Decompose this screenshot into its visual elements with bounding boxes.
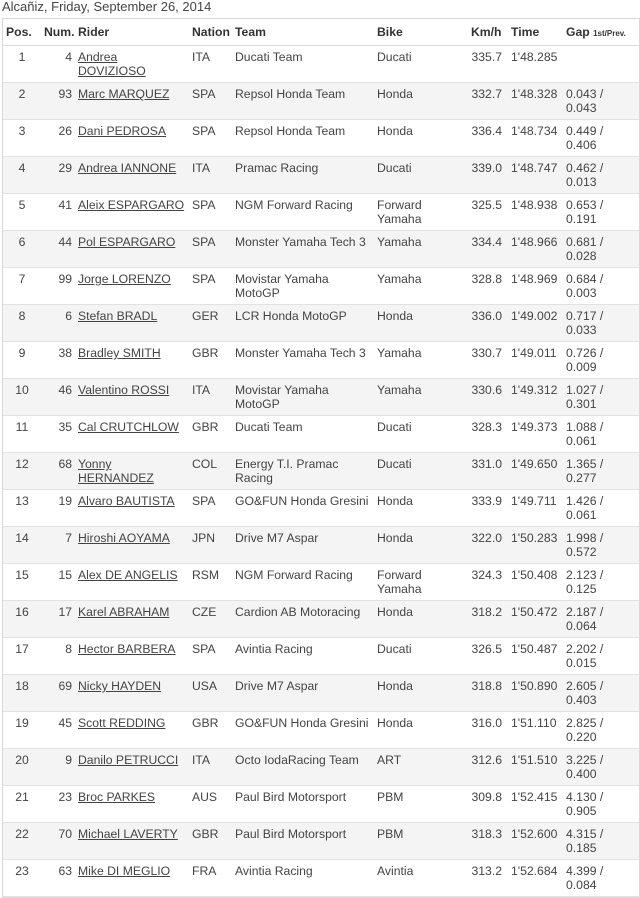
team-cell: Movistar Yamaha MotoGP	[232, 379, 374, 416]
time-cell: 1'49.312	[508, 379, 563, 416]
time-cell: 1'48.938	[508, 194, 563, 231]
team-cell: Pramac Racing	[232, 157, 374, 194]
rider-cell	[75, 823, 189, 860]
table-row	[3, 749, 639, 786]
team-cell: NGM Forward Racing	[232, 564, 374, 601]
header-gap	[563, 19, 639, 46]
number-cell: 69	[41, 675, 75, 712]
nation-cell: SPA	[189, 194, 232, 231]
header-nation: Nation	[189, 19, 232, 46]
gap-cell: 4.130 / 0.905	[563, 786, 639, 823]
time-cell: 1'48.966	[508, 231, 563, 268]
position-cell: 18	[3, 675, 41, 712]
rider-link[interactable]: Valentino ROSSI	[78, 383, 170, 397]
bike-cell: Yamaha	[374, 379, 468, 416]
nation-cell: RSM	[189, 564, 232, 601]
header-team: Team	[232, 19, 374, 46]
team-cell: Drive M7 Aspar	[232, 675, 374, 712]
number-cell: 6	[41, 305, 75, 342]
table-row	[3, 379, 639, 416]
time-cell: 1'50.890	[508, 675, 563, 712]
speed-cell: 309.8	[468, 786, 508, 823]
position-cell: 2	[3, 83, 41, 120]
position-cell: 16	[3, 601, 41, 638]
rider-cell	[75, 157, 189, 194]
gap-cell: 2.605 / 0.403	[563, 675, 639, 712]
gap-cell: 1.365 / 0.277	[563, 453, 639, 490]
position-cell: 10	[3, 379, 41, 416]
gap-cell: 0.726 / 0.009	[563, 342, 639, 379]
bike-cell: PBM	[374, 823, 468, 860]
rider-cell	[75, 527, 189, 564]
gap-cell: 1.426 / 0.061	[563, 490, 639, 527]
speed-cell: 330.7	[468, 342, 508, 379]
time-cell: 1'48.969	[508, 268, 563, 305]
gap-cell: 4.399 / 0.084	[563, 860, 639, 897]
table-row	[3, 342, 639, 379]
nation-cell: SPA	[189, 120, 232, 157]
number-cell: 26	[41, 120, 75, 157]
team-cell: Paul Bird Motorsport	[232, 823, 374, 860]
table-row	[3, 564, 639, 601]
time-cell: 1'49.002	[508, 305, 563, 342]
header-gap-sub: 1st/Prev.	[593, 29, 626, 38]
team-cell: GO&FUN Honda Gresini	[232, 490, 374, 527]
time-cell: 1'52.684	[508, 860, 563, 897]
gap-cell: 4.315 / 0.185	[563, 823, 639, 860]
speed-cell: 326.5	[468, 638, 508, 675]
rider-cell	[75, 490, 189, 527]
number-cell: 63	[41, 860, 75, 897]
rider-link[interactable]: Michael LAVERTY	[78, 827, 178, 841]
speed-cell: 318.3	[468, 823, 508, 860]
rider-cell	[75, 453, 189, 490]
rider-cell	[75, 46, 189, 83]
nation-cell: SPA	[189, 490, 232, 527]
table-row	[3, 305, 639, 342]
number-cell: 38	[41, 342, 75, 379]
nation-cell: GER	[189, 305, 232, 342]
time-cell: 1'48.328	[508, 83, 563, 120]
bike-cell: ART	[374, 749, 468, 786]
position-cell: 17	[3, 638, 41, 675]
bike-cell: Honda	[374, 601, 468, 638]
gap-cell: 1.998 / 0.572	[563, 527, 639, 564]
nation-cell: GBR	[189, 342, 232, 379]
nation-cell: ITA	[189, 46, 232, 83]
time-cell: 1'51.510	[508, 749, 563, 786]
rider-link[interactable]: Marc MARQUEZ	[78, 87, 170, 101]
rider-cell	[75, 601, 189, 638]
position-cell: 9	[3, 342, 41, 379]
bike-cell: Ducati	[374, 453, 468, 490]
rider-cell	[75, 786, 189, 823]
nation-cell: AUS	[189, 786, 232, 823]
gap-cell	[563, 46, 639, 83]
rider-link[interactable]: Nicky HAYDEN	[78, 679, 162, 693]
table-row	[3, 231, 639, 268]
nation-cell: COL	[189, 453, 232, 490]
speed-cell: 336.4	[468, 120, 508, 157]
position-cell: 15	[3, 564, 41, 601]
number-cell: 41	[41, 194, 75, 231]
table-row	[3, 120, 639, 157]
time-cell: 1'49.011	[508, 342, 563, 379]
rider-link[interactable]: Scott REDDING	[78, 716, 166, 730]
results-table-frame	[2, 18, 640, 898]
position-cell: 19	[3, 712, 41, 749]
header-pos: Pos.	[3, 19, 41, 46]
rider-link[interactable]: Dani PEDROSA	[78, 124, 167, 138]
number-cell: 45	[41, 712, 75, 749]
team-cell: Energy T.I. Pramac Racing	[232, 453, 374, 490]
rider-link[interactable]: Danilo PETRUCCI	[78, 753, 179, 767]
speed-cell: 313.2	[468, 860, 508, 897]
nation-cell: SPA	[189, 268, 232, 305]
gap-cell: 0.684 / 0.003	[563, 268, 639, 305]
position-cell: 14	[3, 527, 41, 564]
number-cell: 4	[41, 46, 75, 83]
bike-cell: Forward Yamaha	[374, 194, 468, 231]
bike-cell: Ducati	[374, 46, 468, 83]
nation-cell: GBR	[189, 823, 232, 860]
number-cell: 68	[41, 453, 75, 490]
speed-cell: 324.3	[468, 564, 508, 601]
team-cell: Movistar Yamaha MotoGP	[232, 268, 374, 305]
position-cell: 13	[3, 490, 41, 527]
gap-cell: 0.462 / 0.013	[563, 157, 639, 194]
team-cell: Avintia Racing	[232, 860, 374, 897]
number-cell: 70	[41, 823, 75, 860]
rider-link[interactable]: Aleix ESPARGARO	[78, 198, 185, 212]
bike-cell: Yamaha	[374, 342, 468, 379]
speed-cell: 316.0	[468, 712, 508, 749]
rider-cell	[75, 268, 189, 305]
table-row	[3, 823, 639, 860]
position-cell: 11	[3, 416, 41, 453]
speed-cell: 312.6	[468, 749, 508, 786]
speed-cell: 318.2	[468, 601, 508, 638]
team-cell: Paul Bird Motorsport	[232, 786, 374, 823]
header-num: Num.	[41, 19, 75, 46]
position-cell: 12	[3, 453, 41, 490]
time-cell: 1'49.711	[508, 490, 563, 527]
number-cell: 93	[41, 83, 75, 120]
table-row	[3, 712, 639, 749]
bike-cell: Yamaha	[374, 268, 468, 305]
rider-cell	[75, 416, 189, 453]
position-cell: 7	[3, 268, 41, 305]
gap-cell: 2.825 / 0.220	[563, 712, 639, 749]
table-header-row	[3, 19, 639, 46]
rider-link[interactable]: Bradley SMITH	[78, 346, 161, 360]
table-row	[3, 416, 639, 453]
speed-cell: 332.7	[468, 83, 508, 120]
table-row	[3, 268, 639, 305]
table-row	[3, 860, 639, 897]
nation-cell: JPN	[189, 527, 232, 564]
bike-cell: Honda	[374, 675, 468, 712]
team-cell: LCR Honda MotoGP	[232, 305, 374, 342]
rider-link[interactable]: Hiroshi AOYAMA	[78, 531, 170, 545]
gap-cell: 0.681 / 0.028	[563, 231, 639, 268]
bike-cell: Ducati	[374, 638, 468, 675]
speed-cell: 339.0	[468, 157, 508, 194]
rider-link[interactable]: Stefan BRADL	[78, 309, 158, 323]
nation-cell: GBR	[189, 416, 232, 453]
position-cell: 20	[3, 749, 41, 786]
number-cell: 35	[41, 416, 75, 453]
table-row	[3, 601, 639, 638]
time-cell: 1'52.415	[508, 786, 563, 823]
position-cell: 22	[3, 823, 41, 860]
nation-cell: CZE	[189, 601, 232, 638]
rider-link[interactable]: Alex DE ANGELIS	[78, 568, 178, 582]
rider-link[interactable]: Andrea DOVIZIOSO	[78, 50, 146, 78]
number-cell: 17	[41, 601, 75, 638]
table-row	[3, 157, 639, 194]
speed-cell: 333.9	[468, 490, 508, 527]
time-cell: 1'50.487	[508, 638, 563, 675]
number-cell: 44	[41, 231, 75, 268]
position-cell: 23	[3, 860, 41, 897]
speed-cell: 318.8	[468, 675, 508, 712]
time-cell: 1'49.373	[508, 416, 563, 453]
bike-cell: Ducati	[374, 416, 468, 453]
bike-cell: Honda	[374, 83, 468, 120]
rider-link[interactable]: Alvaro BAUTISTA	[78, 494, 175, 508]
time-cell: 1'49.650	[508, 453, 563, 490]
header-bike: Bike	[374, 19, 468, 46]
nation-cell: ITA	[189, 379, 232, 416]
time-cell: 1'48.734	[508, 120, 563, 157]
bike-cell: Honda	[374, 120, 468, 157]
rider-link[interactable]: Cal CRUTCHLOW	[78, 420, 179, 434]
header-gap-label: Gap	[566, 25, 590, 39]
table-row	[3, 453, 639, 490]
nation-cell: ITA	[189, 157, 232, 194]
team-cell: Repsol Honda Team	[232, 83, 374, 120]
header-time: Time	[508, 19, 563, 46]
rider-cell	[75, 120, 189, 157]
bike-cell: Avintia	[374, 860, 468, 897]
rider-cell	[75, 860, 189, 897]
gap-cell: 2.202 / 0.015	[563, 638, 639, 675]
nation-cell: GBR	[189, 712, 232, 749]
number-cell: 99	[41, 268, 75, 305]
table-row	[3, 638, 639, 675]
bike-cell: Honda	[374, 712, 468, 749]
number-cell: 23	[41, 786, 75, 823]
rider-cell	[75, 638, 189, 675]
speed-cell: 331.0	[468, 453, 508, 490]
header-kmh: Km/h	[468, 19, 508, 46]
table-row	[3, 83, 639, 120]
time-cell: 1'48.285	[508, 46, 563, 83]
gap-cell: 2.123 / 0.125	[563, 564, 639, 601]
gap-cell: 0.043 / 0.043	[563, 83, 639, 120]
position-cell: 6	[3, 231, 41, 268]
rider-link[interactable]: Broc PARKES	[78, 790, 155, 804]
rider-cell	[75, 712, 189, 749]
speed-cell: 335.7	[468, 46, 508, 83]
time-cell: 1'50.283	[508, 527, 563, 564]
gap-cell: 1.027 / 0.301	[563, 379, 639, 416]
position-cell: 21	[3, 786, 41, 823]
team-cell: Octo IodaRacing Team	[232, 749, 374, 786]
number-cell: 9	[41, 749, 75, 786]
team-cell: Ducati Team	[232, 46, 374, 83]
rider-cell	[75, 342, 189, 379]
bike-cell: Forward Yamaha	[374, 564, 468, 601]
speed-cell: 336.0	[468, 305, 508, 342]
position-cell: 4	[3, 157, 41, 194]
position-cell: 8	[3, 305, 41, 342]
number-cell: 19	[41, 490, 75, 527]
results-body	[3, 46, 639, 897]
team-cell: Drive M7 Aspar	[232, 527, 374, 564]
number-cell: 8	[41, 638, 75, 675]
team-cell: NGM Forward Racing	[232, 194, 374, 231]
rider-cell	[75, 83, 189, 120]
time-cell: 1'50.408	[508, 564, 563, 601]
number-cell: 15	[41, 564, 75, 601]
rider-link[interactable]: Mike DI MEGLIO	[78, 864, 171, 878]
time-cell: 1'51.110	[508, 712, 563, 749]
table-row	[3, 675, 639, 712]
number-cell: 46	[41, 379, 75, 416]
bike-cell: PBM	[374, 786, 468, 823]
rider-cell	[75, 675, 189, 712]
team-cell: GO&FUN Honda Gresini	[232, 712, 374, 749]
nation-cell: SPA	[189, 83, 232, 120]
speed-cell: 325.5	[468, 194, 508, 231]
speed-cell: 330.6	[468, 379, 508, 416]
rider-link[interactable]: Andrea IANNONE	[78, 161, 177, 175]
bike-cell: Yamaha	[374, 231, 468, 268]
speed-cell: 334.4	[468, 231, 508, 268]
rider-cell	[75, 305, 189, 342]
gap-cell: 0.717 / 0.033	[563, 305, 639, 342]
speed-cell: 328.8	[468, 268, 508, 305]
gap-cell: 1.088 / 0.061	[563, 416, 639, 453]
team-cell: Ducati Team	[232, 416, 374, 453]
team-cell: Monster Yamaha Tech 3	[232, 342, 374, 379]
time-cell: 1'50.472	[508, 601, 563, 638]
table-row	[3, 527, 639, 564]
gap-cell: 0.449 / 0.406	[563, 120, 639, 157]
rider-link[interactable]: Karel ABRAHAM	[78, 605, 170, 619]
table-row	[3, 46, 639, 83]
gap-cell: 2.187 / 0.064	[563, 601, 639, 638]
number-cell: 29	[41, 157, 75, 194]
speed-cell: 322.0	[468, 527, 508, 564]
speed-cell: 328.3	[468, 416, 508, 453]
session-subtitle: Alcañiz, Friday, September 26, 2014	[2, 0, 212, 14]
position-cell: 5	[3, 194, 41, 231]
gap-cell: 3.225 / 0.400	[563, 749, 639, 786]
gap-cell: 0.653 / 0.191	[563, 194, 639, 231]
team-cell: Cardion AB Motoracing	[232, 601, 374, 638]
nation-cell: SPA	[189, 231, 232, 268]
results-table	[3, 19, 639, 897]
nation-cell: USA	[189, 675, 232, 712]
bike-cell: Honda	[374, 527, 468, 564]
rider-link[interactable]: Hector BARBERA	[78, 642, 176, 656]
rider-link[interactable]: Jorge LORENZO	[78, 272, 171, 286]
table-row	[3, 490, 639, 527]
time-cell: 1'52.600	[508, 823, 563, 860]
nation-cell: ITA	[189, 749, 232, 786]
rider-cell	[75, 231, 189, 268]
team-cell: Avintia Racing	[232, 638, 374, 675]
number-cell: 7	[41, 527, 75, 564]
bike-cell: Ducati	[374, 157, 468, 194]
bike-cell: Honda	[374, 490, 468, 527]
team-cell: Repsol Honda Team	[232, 120, 374, 157]
rider-cell	[75, 564, 189, 601]
position-cell: 1	[3, 46, 41, 83]
table-row	[3, 194, 639, 231]
rider-cell	[75, 749, 189, 786]
nation-cell: SPA	[189, 638, 232, 675]
time-cell: 1'48.747	[508, 157, 563, 194]
nation-cell: FRA	[189, 860, 232, 897]
header-rider: Rider	[75, 19, 189, 46]
team-cell: Monster Yamaha Tech 3	[232, 231, 374, 268]
bike-cell: Honda	[374, 305, 468, 342]
rider-link[interactable]: Pol ESPARGARO	[78, 235, 176, 249]
rider-cell	[75, 379, 189, 416]
rider-cell	[75, 194, 189, 231]
table-row	[3, 786, 639, 823]
rider-link[interactable]: Yonny HERNANDEZ	[78, 457, 154, 485]
position-cell: 3	[3, 120, 41, 157]
